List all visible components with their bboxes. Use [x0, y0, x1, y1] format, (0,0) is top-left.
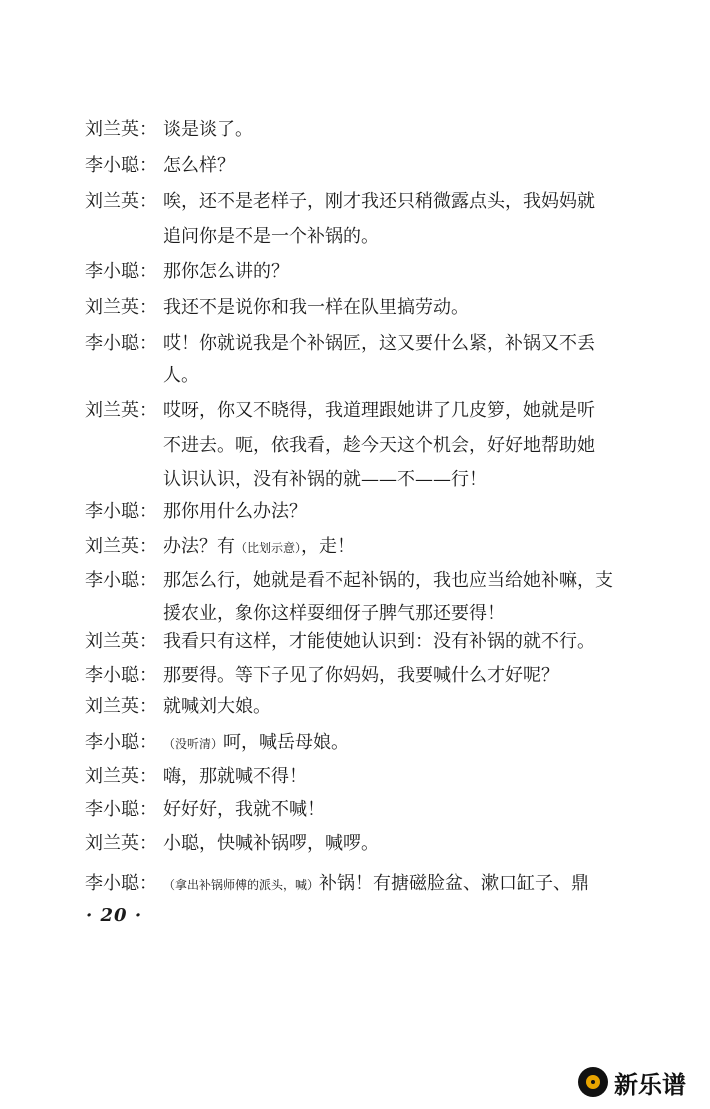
- dialogue-line: [85, 725, 645, 762]
- dialogue-line: [85, 184, 645, 220]
- speaker-label: 刘兰英：: [85, 119, 157, 140]
- dialogue-line: [85, 112, 645, 148]
- speaker-label: 李小聪：: [85, 570, 157, 591]
- dialogue-line: [85, 826, 645, 862]
- speaker-label: 李小聪：: [85, 155, 157, 176]
- dialogue-text: 嗨，那就喊不得！: [163, 766, 307, 787]
- dialogue-text: 补锅！有搪磁脸盆、漱口缸子、鼎: [319, 873, 590, 894]
- dialogue-line: [85, 529, 645, 566]
- speaker-label: 李小聪：: [85, 501, 157, 522]
- vinyl-record-icon: [578, 1067, 608, 1097]
- dialogue-text: 哎呀，你又不晓得，我道理跟她讲了几皮箩，她就是听: [163, 400, 595, 421]
- dialogue-text: 办法？有: [163, 536, 235, 557]
- dialogue-text: 谈是谈了。: [163, 119, 253, 140]
- speaker-label: 刘兰英：: [85, 536, 157, 557]
- dialogue-line: [85, 624, 645, 660]
- stage-direction: （比划示意）: [235, 541, 302, 555]
- dialogue-continuation: 不进去。呃，依我看，趁今天这个机会，好好地帮助她: [163, 435, 595, 456]
- dialogue-text: 那怎么行，她就是看不起补锅的，我也应当给她补嘛，支: [163, 570, 613, 591]
- dialogue-text: 我看只有这样，才能使她认识到：没有补锅的就不行。: [163, 631, 595, 652]
- dialogue-text: 怎么样？: [163, 155, 235, 176]
- stage-direction: （没听清）: [163, 737, 224, 751]
- dialogue-continuation: 认识认识，没有补锅的就——不——行！: [163, 469, 487, 490]
- dialogue-text: 唉，还不是老样子，刚才我还只稍微露点头，我妈妈就: [163, 191, 595, 212]
- speaker-label: 刘兰英：: [85, 631, 157, 652]
- speaker-label: 李小聪：: [85, 261, 157, 282]
- dialogue-line: [85, 494, 645, 530]
- dialogue-line: [85, 792, 645, 828]
- dialogue-line: [85, 290, 645, 326]
- dialogue-line: [85, 148, 645, 184]
- stage-direction: （拿出补锅师傅的派头，喊）: [163, 878, 320, 892]
- site-logo: [578, 1060, 686, 1104]
- dialogue-text: 好好好，我就不喊！: [163, 799, 325, 820]
- dialogue-text: 哎！你就说我是个补锅匠，这又要什么紧，补锅又不丢: [163, 333, 595, 354]
- speaker-label: 李小聪：: [85, 333, 157, 354]
- speaker-label: 刘兰英：: [85, 297, 157, 318]
- speaker-label: 刘兰英：: [85, 191, 157, 212]
- dialogue-text: 小聪，快喊补锅啰，喊啰。: [163, 833, 379, 854]
- dialogue-text: 就喊刘大娘。: [163, 696, 271, 717]
- speaker-label: 刘兰英：: [85, 400, 157, 421]
- dialogue-line: [85, 689, 645, 725]
- dialogue-continuation: 追问你是不是一个补锅的。: [163, 226, 379, 247]
- dialogue-text: ，走！: [301, 536, 356, 557]
- speaker-label: 李小聪：: [85, 732, 157, 753]
- dialogue-text: 那你怎么讲的？: [163, 261, 289, 282]
- dialogue-line: [85, 393, 645, 429]
- dialogue-line: [85, 254, 645, 290]
- dialogue-continuation: 援农业，象你这样耍细伢子脾气那还要得！: [163, 603, 505, 624]
- dialogue-line: [85, 866, 645, 903]
- dialogue-text: 那你用什么办法？: [163, 501, 307, 522]
- dialogue-line: [85, 326, 645, 362]
- speaker-label: 李小聪：: [85, 665, 157, 686]
- speaker-label: 刘兰英：: [85, 833, 157, 854]
- dialogue-continuation: 人。: [163, 365, 199, 386]
- speaker-label: 李小聪：: [85, 873, 157, 894]
- page-number: · 20 ·: [86, 905, 143, 926]
- speaker-label: 刘兰英：: [85, 766, 157, 787]
- dialogue-line: [85, 759, 645, 795]
- dialogue-text: 那要得。等下子见了你妈妈，我要喊什么才好呢？: [163, 665, 559, 686]
- logo-text: 新乐谱: [614, 1070, 686, 1099]
- dialogue-text: 我还不是说你和我一样在队里搞劳动。: [163, 297, 469, 318]
- speaker-label: 李小聪：: [85, 799, 157, 820]
- speaker-label: 刘兰英：: [85, 696, 157, 717]
- dialogue-text: 呵，喊岳母娘。: [223, 732, 350, 753]
- dialogue-line: [85, 563, 645, 599]
